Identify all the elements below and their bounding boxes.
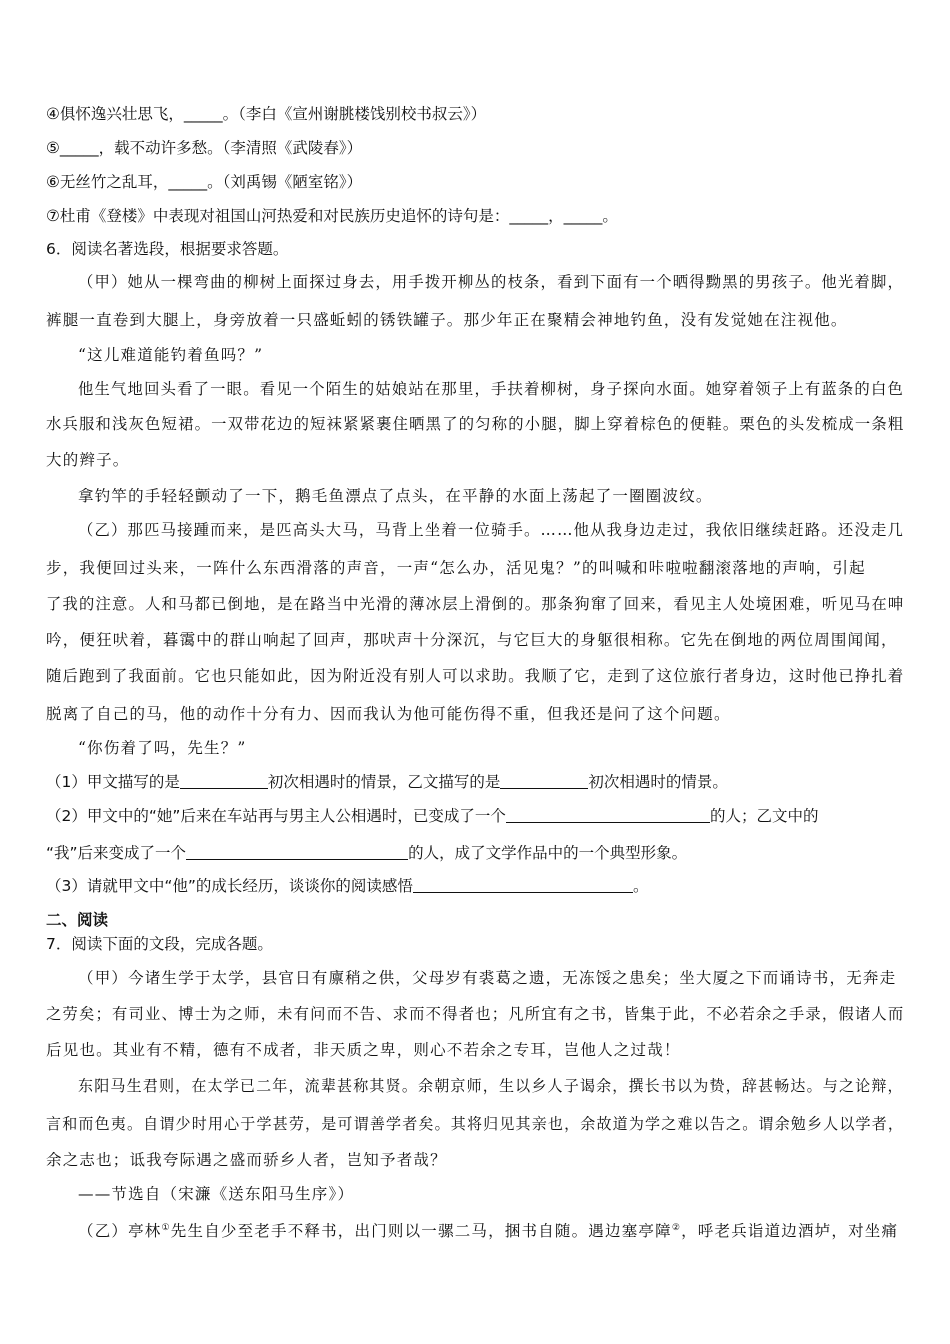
passage-line: 步，我便回过头来，一阵什么东西滑落的声音，一声“怎么办，活见鬼？”的叫喊和咔啦啦翻滚落地的声响，引起 bbox=[46, 559, 866, 577]
question-7-title: 7．阅读下面的文段，完成各题。 bbox=[46, 935, 273, 953]
passage-line: 吟，便狂吠着，暮霭中的群山响起了回声，那吠声十分深沉，与它巨大的身躯很相称。它先在倒地的两位周围闻闻， bbox=[46, 631, 898, 649]
sub-2-text-d: 的人，成了文学作品中的一个典型形象。 bbox=[408, 844, 688, 862]
passage-line: （乙）那匹马接踵而来，是匹高头大马，马背上坐着一位骑手。……他从我身边走过，我依旧继续赶路。还没走几 bbox=[78, 521, 904, 539]
question-5-item-6: ⑥无丝竹之乱耳，_____。（刘禹锡《陋室铭》） bbox=[46, 173, 363, 191]
passage-line: 脱离了自己的马，他的动作十分有力、因而我认为他可能伤得不重，但我还是问了这个问题。 bbox=[46, 705, 731, 723]
yi-text-c: ，呼老兵诣道边酒垆，对坐痛 bbox=[681, 1222, 899, 1241]
question-5-item-5: ⑤_____，载不动许多愁。（李清照《武陵春》） bbox=[46, 139, 363, 157]
answer-blank[interactable] bbox=[186, 843, 408, 860]
answer-blank[interactable] bbox=[506, 806, 710, 823]
passage-line: （甲）今诸生学于太学，县官日有廪稍之供，父母岁有裘葛之遗，无冻馁之患矣；坐大厦之下而诵诗书，无奔走 bbox=[78, 969, 897, 987]
question-6-sub-3 bbox=[46, 876, 648, 896]
sub-1-text-c: 初次相遇时的情景。 bbox=[588, 773, 728, 791]
passage-line bbox=[78, 1218, 898, 1241]
passage-line: 随后跑到了我面前。它也只能如此，因为附近没有别人可以求助。我顺了它，走到了这位旅行者身边，这时他已挣扎着 bbox=[46, 667, 905, 685]
question-6-sub-2-cont bbox=[46, 843, 687, 863]
footnote-marker: ② bbox=[671, 1223, 682, 1233]
sub-1-text-a: （1）甲文描写的是 bbox=[46, 773, 180, 791]
passage-line: “你伤着了吗，先生？” bbox=[78, 739, 247, 757]
passage-line: 言和而色夷。自谓少时用心于学甚劳，是可谓善学者矣。其将归见其亲也，余故道为学之难以告之。谓余勉乡人以学者， bbox=[46, 1115, 905, 1133]
answer-blank[interactable] bbox=[180, 772, 268, 789]
answer-blank[interactable] bbox=[500, 772, 588, 789]
sub-3-text-b: 。 bbox=[632, 877, 649, 895]
passage-line: 大的辫子。 bbox=[46, 451, 130, 469]
passage-line: “这儿难道能钓着鱼吗？” bbox=[78, 346, 264, 364]
passage-line: 余之志也；诋我夸际遇之盛而骄乡人者，岂知予者哉？ bbox=[46, 1151, 447, 1169]
passage-line: 拿钓竿的手轻轻颤动了一下，鹅毛鱼漂点了点头，在平静的水面上荡起了一圈圈波纹。 bbox=[78, 487, 713, 505]
passage-line: 东阳马生君则，在太学已二年，流辈甚称其贤。余朝京师，生以乡人子谒余，撰长书以为贽，辞甚畅达。与之论辩， bbox=[78, 1077, 904, 1095]
sub-2-text-a: （2）甲文中的“她”后来在车站再与男主人公相遇时，已变成了一个 bbox=[46, 807, 506, 825]
question-5-item-4: ④俱怀逸兴壮思飞，_____。（李白《宣州谢朓楼饯别校书叔云》） bbox=[46, 105, 487, 123]
passage-line: 水兵服和浅灰色短裙。一双带花边的短袜紧紧裹住晒黑了的匀称的小腿，脚上穿着棕色的便鞋。栗色的头发梳成一条粗 bbox=[46, 415, 905, 433]
passage-line: 裤腿一直卷到大腿上，身旁放着一只盛蚯蚓的锈铁罐子。那少年正在聚精会神地钓鱼，没有发觉她在注视他。 bbox=[46, 311, 848, 329]
question-6-title: 6．阅读名著选段，根据要求答题。 bbox=[46, 240, 289, 258]
question-5-item-7: ⑦杜甫《登楼》中表现对祖国山河热爱和对民族历史追怀的诗句是：_____，_____。 bbox=[46, 207, 618, 225]
sub-2-text-c: “我”后来变成了一个 bbox=[46, 844, 187, 862]
yi-text-b: 先生自少至老手不释书，出门则以一骡二马，捆书自随。遇边塞亭障 bbox=[170, 1222, 672, 1241]
sub-1-text-b: 初次相遇时的情景，乙文描写的是 bbox=[267, 773, 501, 791]
passage-line: 他生气地回头看了一眼。看见一个陌生的姑娘站在那里，手扶着柳树，身子探向水面。她穿着领子上有蓝条的白色 bbox=[78, 380, 904, 398]
question-6-sub-1 bbox=[46, 772, 728, 792]
passage-line: （甲）她从一棵弯曲的柳树上面探过身去，用手拨开柳丛的枝条，看到下面有一个晒得黝黑的男孩子。他光着脚， bbox=[78, 273, 904, 291]
sub-3-text-a: （3）请就甲文中“他”的成长经历，谈谈你的阅读感悟 bbox=[46, 877, 413, 895]
sub-2-text-b: 的人；乙文中的 bbox=[709, 807, 819, 825]
yi-text-a: （乙）亭林 bbox=[78, 1222, 162, 1241]
question-6-sub-2 bbox=[46, 806, 818, 826]
footnote-marker: ① bbox=[161, 1223, 171, 1233]
passage-line: 后见也。其业有不精，德有不成者，非天质之卑，则心不若余之专耳，岂他人之过哉！ bbox=[46, 1041, 681, 1059]
part-2-heading: 二、阅读 bbox=[46, 911, 109, 929]
answer-blank[interactable] bbox=[413, 876, 633, 893]
passage-line: 之劳矣；有司业、博士为之师，未有问而不告、求而不得者也；凡所宜有之书，皆集于此，不必若余之手录，假诸人而 bbox=[46, 1005, 905, 1023]
source-citation: ——节选自（宋濂《送东阳马生序》） bbox=[78, 1185, 355, 1203]
passage-line: 了我的注意。人和马都已倒地，是在路当中光滑的薄冰层上滑倒的。那条狗窜了回来，看见主人处境困难，听见马在呻 bbox=[46, 595, 905, 613]
